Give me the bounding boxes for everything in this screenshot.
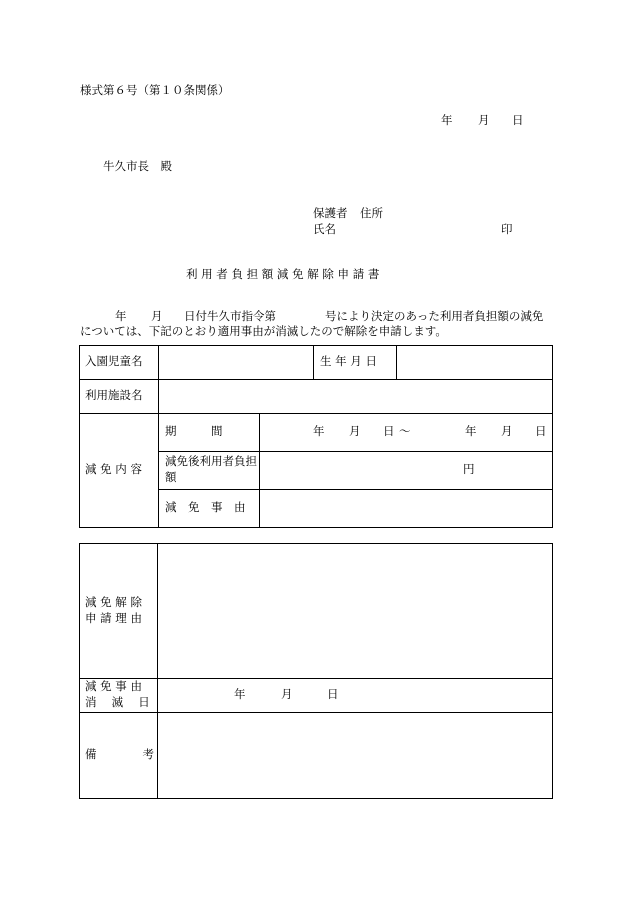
remarks-label: 備 考: [85, 747, 154, 762]
address-label: 住所: [360, 206, 383, 220]
period-start-month: 月: [349, 424, 361, 439]
seal-mark: 印: [501, 222, 513, 236]
date-month: 月: [478, 113, 490, 127]
reduction-content-label: 減 免 内 容: [85, 462, 142, 477]
guardian-label: 保護者: [313, 206, 348, 220]
facility-label: 利用施設名: [85, 388, 143, 403]
cancel-reason-field[interactable]: [159, 544, 551, 678]
date-year: 年: [441, 113, 453, 127]
reason-label: 減 免 事 由: [165, 500, 246, 515]
period-end-year: 年: [465, 424, 477, 439]
period-start-year: 年: [313, 424, 325, 439]
post-reduction-label: 減免後利用者負担額: [165, 454, 257, 484]
body-line1-tail: 号により決定のあった利用者負担額の減免: [325, 309, 544, 323]
form-number: 様式第６号（第１０条関係）: [80, 83, 230, 97]
period-start-day: 日: [383, 424, 395, 439]
cancel-reason-label: 減 免 解 除 申 請 理 由: [85, 594, 142, 625]
child-name-label: 入園児童名: [85, 354, 143, 369]
yen-unit: 円: [463, 462, 475, 477]
body-line1: 日付牛久市指令第: [184, 309, 276, 323]
period-end-month: 月: [501, 424, 513, 439]
birth-date-field[interactable]: [398, 346, 551, 379]
document-title: 利 用 者 負 担 額 減 免 解 除 申 請 書: [186, 267, 380, 281]
birth-date-label: 生 年 月 日: [320, 354, 377, 369]
period-end-day: 日: [535, 424, 547, 439]
reason-field[interactable]: [261, 490, 551, 527]
child-name-field[interactable]: [160, 346, 312, 379]
body-line2: については、下記のとおり適用事由が消滅したので解除を申請します。: [80, 324, 447, 338]
ext-day: 日: [327, 687, 339, 702]
date-day: 日: [512, 113, 524, 127]
body-month: 月: [151, 309, 163, 323]
extinction-date-label: 減 免 事 由 消 滅 日: [85, 679, 150, 709]
ext-month: 月: [281, 687, 293, 702]
remarks-field[interactable]: [159, 713, 551, 798]
body-year: 年: [115, 309, 127, 323]
name-label: 氏名: [313, 222, 336, 236]
ext-year: 年: [234, 687, 246, 702]
period-label: 期 間: [165, 424, 223, 439]
period-separator: ～: [399, 424, 411, 439]
facility-field[interactable]: [160, 380, 551, 413]
addressee: 牛久市長 殿: [103, 159, 172, 173]
